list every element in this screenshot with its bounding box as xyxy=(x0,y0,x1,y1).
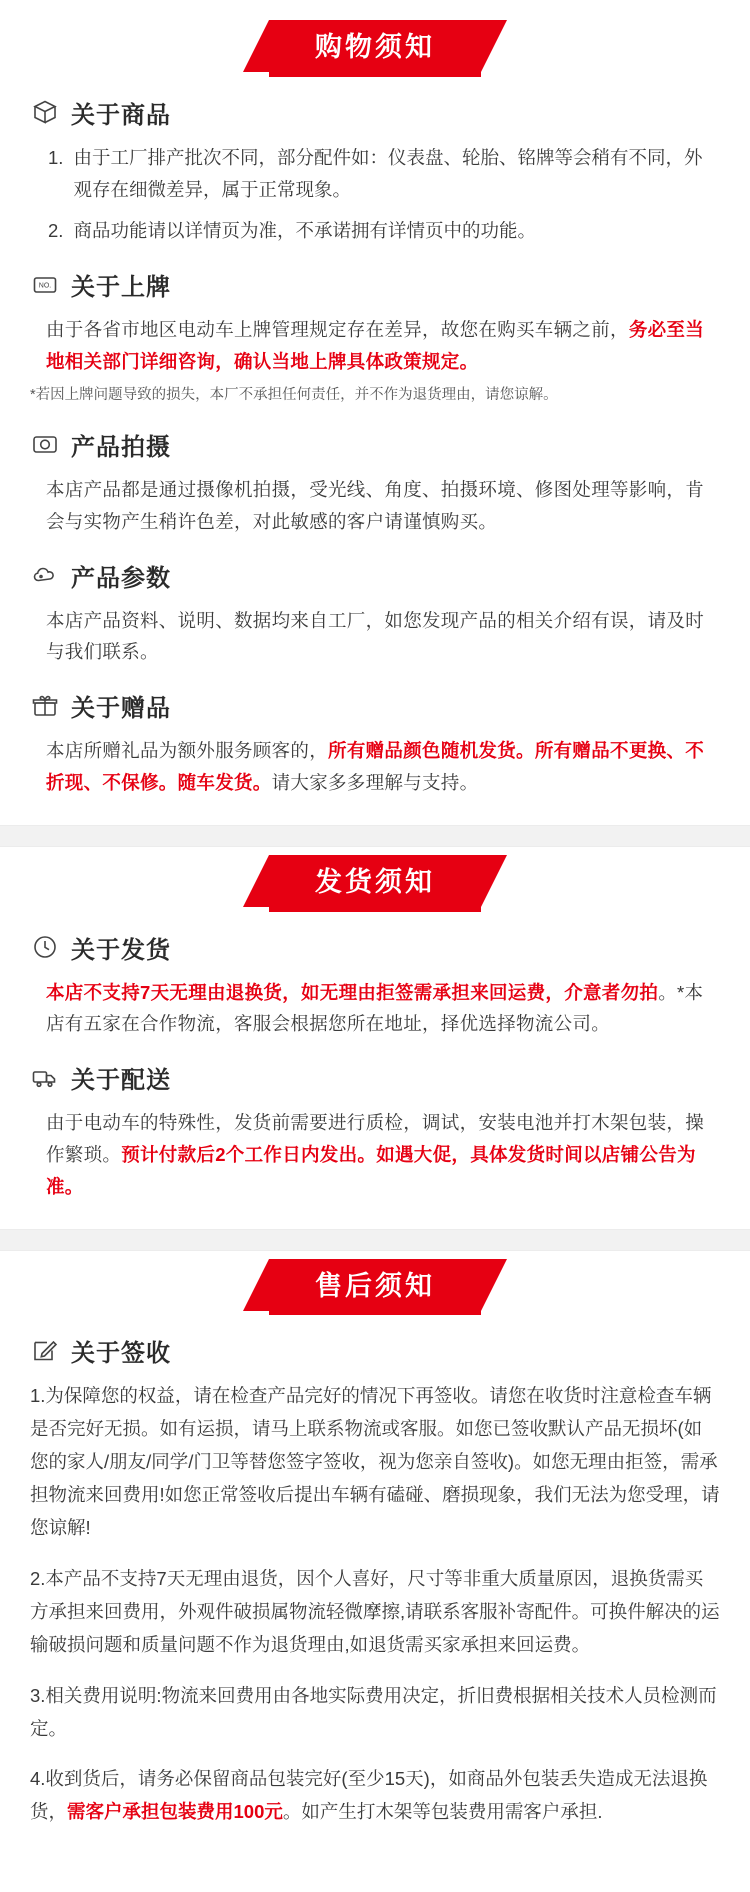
section-body-shipping xyxy=(0,912,750,1229)
box-icon xyxy=(30,97,60,127)
section-banner-shopping: 购物须知 xyxy=(269,20,481,77)
item-about-gift xyxy=(30,688,720,799)
item-head-product-parameters xyxy=(30,558,720,593)
item-title-about-signoff: 关于签收 xyxy=(71,1340,171,1368)
aftersales-paragraph-4 xyxy=(30,1763,720,1829)
aftersales-paragraph-2: 2.本产品不支持7天无理由退货，因个人喜好，尺寸等非重大质量原因，退换货需买方承担来回费用，外观件破损属物流轻微摩擦,请联系客服补寄配件。可换件解决的运输破损问题和质量问题不作为退货理由,如退货需买家承担来回运费。 xyxy=(30,1567,720,1655)
truck-icon xyxy=(30,1063,60,1093)
list-item-text: 由于工厂排产批次不同，部分配件如：仪表盘、轮胎、铭牌等会稍有不同，外观存在细微差异，属于正常现象。 xyxy=(73,146,703,200)
list-item-number: 1. xyxy=(48,146,64,168)
item-about-license xyxy=(30,267,720,407)
paragraph-product-parameters: 本店产品资料、说明、数据均来自工厂，如您发现产品的相关介绍有误，请及时与我们联系。 xyxy=(46,609,705,663)
item-title-about-license: 关于上牌 xyxy=(71,274,171,302)
list-item xyxy=(30,142,720,206)
paragraph-about-license xyxy=(30,314,720,378)
list-item-text: 商品功能请以详情页为准，不承诺拥有详情页中的功能。 xyxy=(73,220,536,242)
item-head-about-signoff xyxy=(30,1333,720,1368)
item-head-about-shipping xyxy=(30,930,720,965)
item-title-product-parameters: 产品参数 xyxy=(71,564,171,592)
section-divider xyxy=(0,825,750,847)
section-shopping-notice xyxy=(0,20,750,825)
item-title-about-product: 关于商品 xyxy=(71,101,171,129)
text-plain: 由于电动车的特殊性，发货前需要进行质检，调试，安装电池并打木架包装，操作繁琐。 xyxy=(46,1112,705,1165)
text-plain: 。如产生打木架等包装费用需客户承担. xyxy=(282,1801,603,1823)
item-head-product-photography xyxy=(30,427,720,462)
item-about-signoff xyxy=(30,1333,720,1829)
section-shipping-notice xyxy=(0,847,750,1229)
section-divider xyxy=(0,1229,750,1251)
banner-wrap-shipping xyxy=(0,855,750,912)
list-item-number: 2. xyxy=(48,220,64,242)
banner-spacer-top-aftersales xyxy=(0,1251,750,1259)
paragraph-product-photography: 本店产品都是通过摄像机拍摄，受光线、角度、拍摄环境、修图处理等影响，肯会与实物产生稍许色差，对此敏感的客户请谨慎购买。 xyxy=(46,478,705,532)
item-title-product-photography: 产品拍摄 xyxy=(71,433,171,461)
cloud-tag-icon xyxy=(30,560,60,590)
item-about-product xyxy=(30,95,720,247)
banner-wrap-shopping xyxy=(0,20,750,77)
text-emphasis: 预计付款后2个工作日内发出。如遇大促，具体发货时间以店铺公告为准。 xyxy=(46,1143,696,1197)
item-about-delivery xyxy=(30,1060,720,1202)
clock-icon xyxy=(30,932,60,962)
text-emphasis: 务必至当地相关部门详细咨询，确认当地上牌具体政策规定。 xyxy=(46,319,705,372)
section-banner-shipping: 发货须知 xyxy=(269,855,481,912)
item-head-about-product xyxy=(30,95,720,130)
text-plain: 本店所赠礼品为额外服务顾客的， xyxy=(46,740,329,762)
paragraph-about-shipping xyxy=(30,977,720,1041)
item-product-photography xyxy=(30,427,720,538)
item-head-about-gift xyxy=(30,688,720,723)
banner-spacer-top-shipping xyxy=(0,847,750,855)
text-emphasis: 需客户承担包装费用100元 xyxy=(67,1801,283,1823)
aftersales-paragraph-3: 3.相关费用说明:物流来回费用由各地实际费用决定，折旧费根据相关技术人员检测而定。 xyxy=(30,1684,717,1739)
text-plain: 由于各省市地区电动车上牌管理规定存在差异，故您在购买车辆之前， xyxy=(46,319,629,341)
text-plain: 。*本店有五家在合作物流，客服会根据您所在地址，择优选择物流公司。 xyxy=(46,981,704,1035)
camera-icon xyxy=(30,429,60,459)
item-title-about-shipping: 关于发货 xyxy=(71,936,171,964)
license-plate-icon xyxy=(30,270,60,300)
item-head-about-license xyxy=(30,267,720,302)
note-about-license: *若因上牌问题导致的损失，本厂不承担任何责任，并不作为退货理由，请您谅解。 xyxy=(30,386,558,403)
signature-icon xyxy=(30,1336,60,1366)
banner-wrap-aftersales xyxy=(0,1259,750,1316)
top-spacer xyxy=(0,0,750,20)
item-head-about-delivery xyxy=(30,1060,720,1095)
list-item xyxy=(30,215,720,247)
section-body-aftersales xyxy=(0,1315,750,1855)
paragraph-about-gift xyxy=(30,735,720,799)
gift-icon xyxy=(30,691,60,721)
item-product-parameters xyxy=(30,558,720,669)
paragraph-about-delivery xyxy=(30,1107,720,1202)
section-banner-aftersales: 售后须知 xyxy=(269,1259,481,1316)
text-emphasis: 所有赠品颜色随机发货。所有赠品不更换、不折现、不保修。随车发货。 xyxy=(46,740,705,793)
item-about-shipping xyxy=(30,930,720,1041)
text-emphasis: 本店不支持7天无理由退换货，如无理由拒签需承担来回运费，介意者勿拍 xyxy=(46,981,659,1003)
item-title-about-delivery: 关于配送 xyxy=(71,1067,171,1095)
aftersales-paragraph-1: 1.为保障您的权益，请在检查产品完好的情况下再签收。请您在收货时注意检查车辆是否完好无损。如有运损，请马上联系物流或客服。如您已签收默认产品无损坏(如您的家人/朋友/同学/门卫等替您签字签收，视为您亲自签收)。如您无理由拒签，需承担物流来回费用!如您正常签收后提出车辆有磕碰、磨损现象，我们无法为您受理，请您谅解! xyxy=(30,1385,720,1538)
item-title-about-gift: 关于赠品 xyxy=(71,695,171,723)
section-aftersales-notice xyxy=(0,1251,750,1856)
section-body-shopping xyxy=(0,77,750,825)
text-plain: 4.收到货后，请务必保留商品包装完好(至少15天)，如商品外包装丢失造成无法退换货， xyxy=(30,1768,708,1823)
svg-text:NO.: NO. xyxy=(38,282,52,290)
text-plain: 请大家多多理解与支持。 xyxy=(271,772,479,793)
